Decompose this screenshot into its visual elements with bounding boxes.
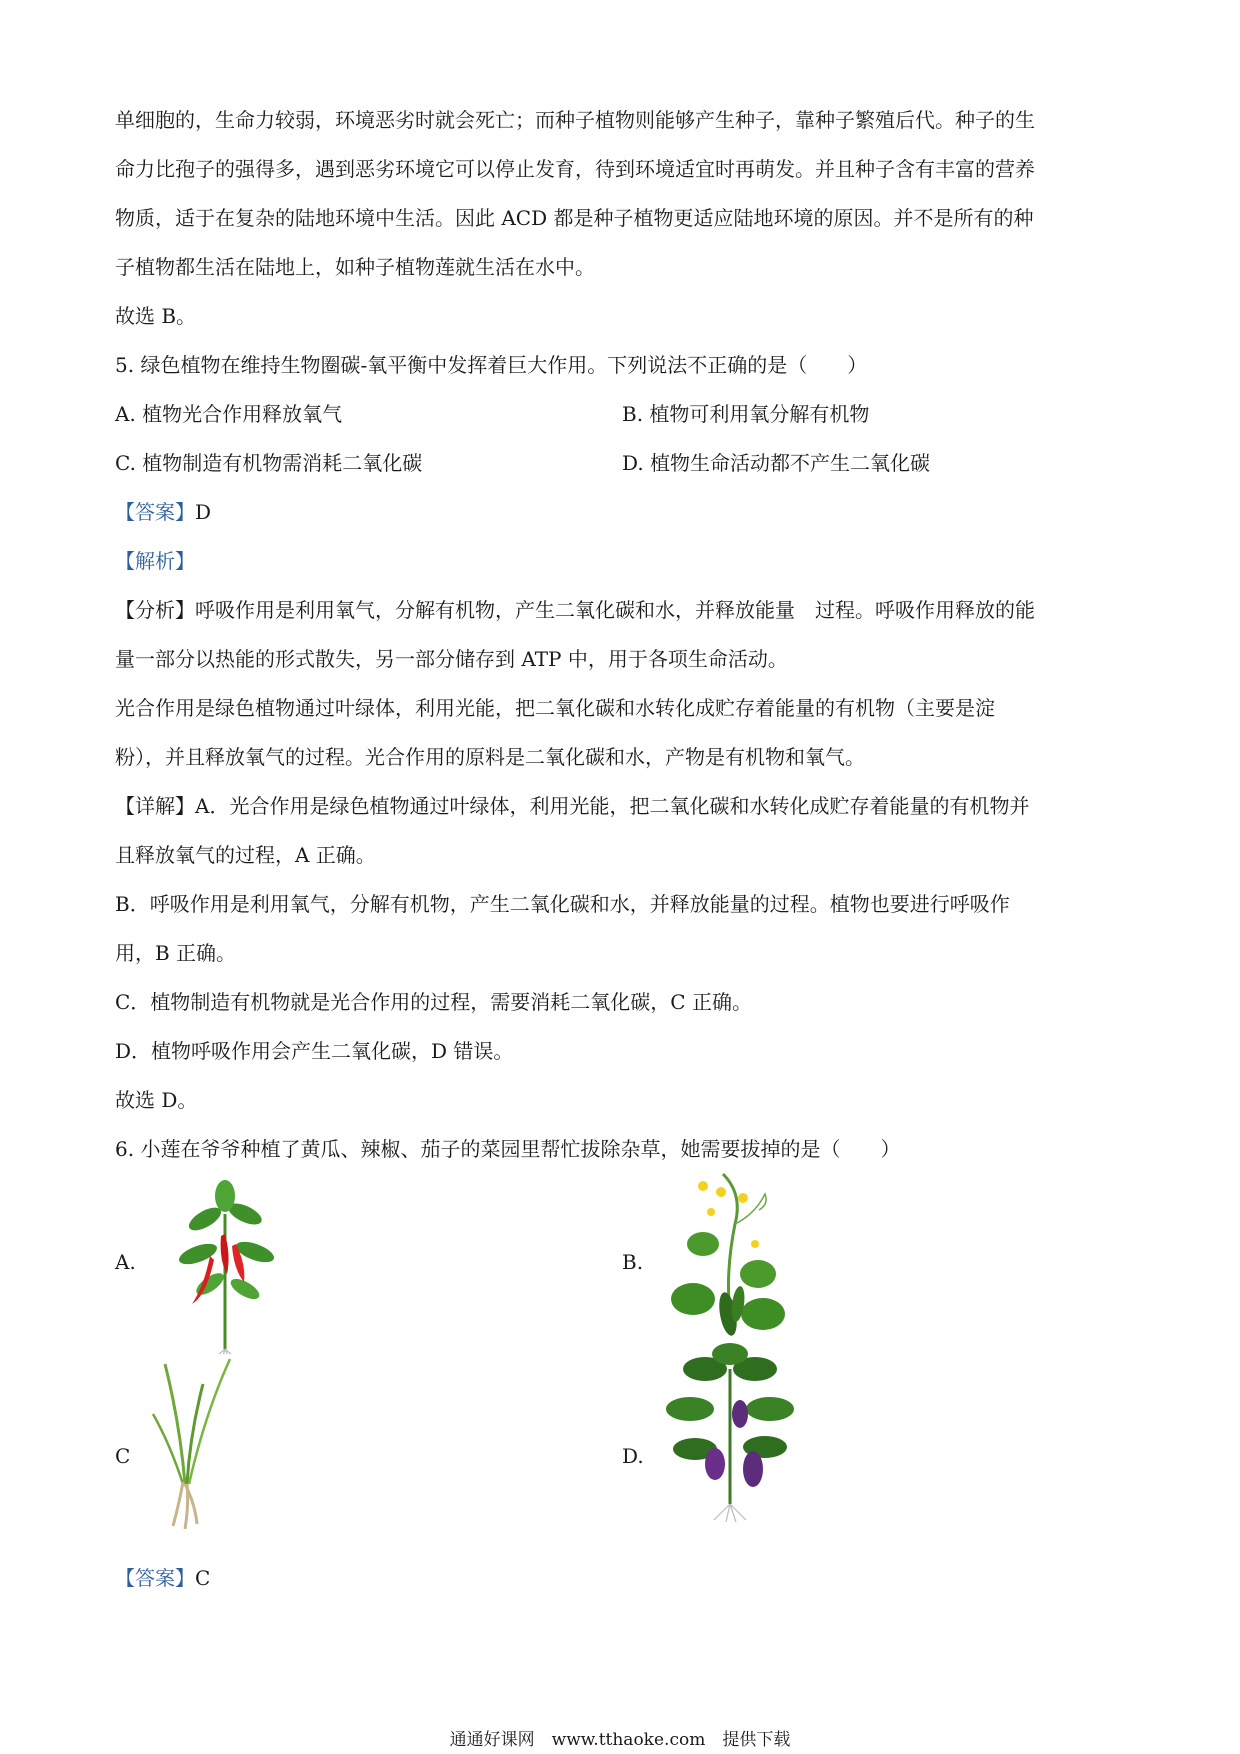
q5-options bbox=[115, 390, 1125, 488]
q6-label-d: D. bbox=[622, 1444, 644, 1468]
q5-conclusion: 故选 D。 bbox=[115, 1088, 198, 1112]
pepper-plant-image bbox=[170, 1174, 280, 1354]
analysis-line: 【分析】呼吸作用是利用氧气，分解有机物，产生二氧化碳和水，并释放能量 过程。呼吸作用释放的能 bbox=[115, 598, 1035, 622]
q6-image-row-1 bbox=[115, 1174, 1125, 1364]
q6-stem: 6. 小莲在爷爷种植了黄瓜、辣椒、茄子的菜园里帮忙拔除杂草，她需要拔掉的是（ ） bbox=[115, 1137, 901, 1161]
detail-line: D．植物呼吸作用会产生二氧化碳，D 错误。 bbox=[115, 1039, 514, 1063]
text-line: 子植物都生活在陆地上，如种子植物莲就生活在水中。 bbox=[115, 255, 595, 279]
q6-label-b: B. bbox=[622, 1250, 644, 1274]
q5-option-d: D. 植物生命活动都不产生二氧化碳 bbox=[622, 451, 931, 475]
analysis-tag: 【解析】 bbox=[115, 549, 195, 573]
answer-value: D bbox=[195, 500, 212, 524]
detail-line: 用，B 正确。 bbox=[115, 941, 237, 965]
detail-line: B．呼吸作用是利用氧气，分解有机物，产生二氧化碳和水，并释放能量的过程。植物也要进行呼吸作 bbox=[115, 892, 1010, 916]
answer-tag: 【答案】 bbox=[115, 500, 195, 524]
q5-stem: 5. 绿色植物在维持生物圈碳-氧平衡中发挥着巨大作用。下列说法不正确的是（ ） bbox=[115, 353, 868, 377]
text-line: 命力比孢子的强得多，遇到恶劣环境它可以停止发育，待到环境适宜时再萌发。并且种子含有丰富的营养 bbox=[115, 157, 1035, 181]
analysis-line: 光合作用是绿色植物通过叶绿体，利用光能，把二氧化碳和水转化成贮存着能量的有机物（主要是淀 bbox=[115, 696, 995, 720]
q6-image-row-2 bbox=[115, 1354, 1125, 1554]
answer-tag: 【答案】 bbox=[115, 1566, 195, 1590]
q4-conclusion: 故选 B。 bbox=[115, 304, 197, 328]
q6-answer bbox=[115, 1554, 1125, 1603]
grass-weed-image bbox=[145, 1354, 235, 1534]
q5-option-c: C. 植物制造有机物需消耗二氧化碳 bbox=[115, 451, 423, 475]
detail-line: C．植物制造有机物就是光合作用的过程，需要消耗二氧化碳，C 正确。 bbox=[115, 990, 752, 1014]
q6-label-c: C bbox=[115, 1444, 131, 1468]
detail-line: 【详解】A．光合作用是绿色植物通过叶绿体，利用光能，把二氧化碳和水转化成贮存着能量的有机物并 bbox=[115, 794, 1030, 818]
analysis-line: 粉），并且释放氧气的过程。光合作用的原料是二氧化碳和水，产物是有机物和氧气。 bbox=[115, 745, 865, 769]
cucumber-plant-image bbox=[663, 1164, 793, 1344]
eggplant-plant-image bbox=[655, 1339, 805, 1534]
q5-option-b: B. 植物可利用氧分解有机物 bbox=[622, 402, 870, 426]
analysis-line: 量一部分以热能的形式散失，另一部分储存到 ATP 中，用于各项生命活动。 bbox=[115, 647, 788, 671]
document-page bbox=[115, 96, 1125, 1603]
q5-option-a: A. 植物光合作用释放氧气 bbox=[115, 402, 343, 426]
footer: 通通好课网 www.tthaoke.com 提供下载 bbox=[449, 1730, 791, 1750]
text-line: 单细胞的，生命力较弱，环境恶劣时就会死亡；而种子植物则能够产生种子，靠种子繁殖后代。种子的生 bbox=[115, 108, 1035, 132]
text-line: 物质，适于在复杂的陆地环境中生活。因此 ACD 都是种子植物更适应陆地环境的原因。并不是所有的种 bbox=[115, 206, 1034, 230]
detail-line: 且释放氧气的过程，A 正确。 bbox=[115, 843, 376, 867]
q6-label-a: A. bbox=[115, 1250, 136, 1274]
q5-answer bbox=[115, 488, 1125, 537]
answer-value: C bbox=[195, 1566, 211, 1590]
